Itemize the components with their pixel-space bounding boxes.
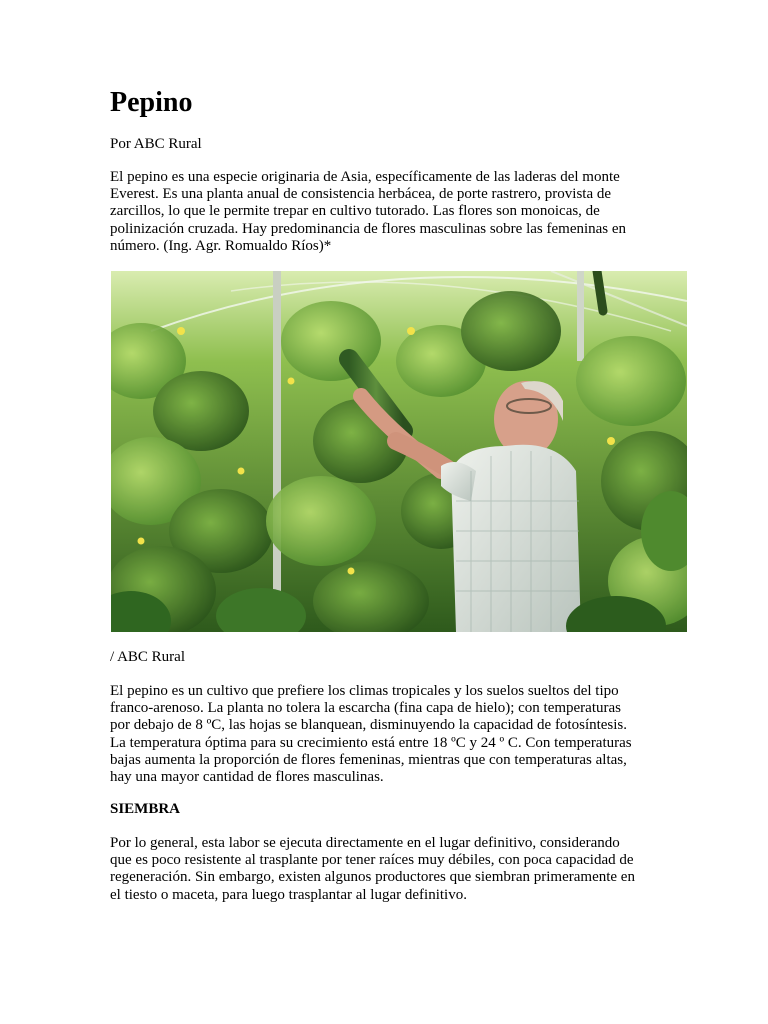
paragraph-line: que es poco resistente al trasplante por tener raíces muy débiles, con poca capacidad de (110, 852, 634, 869)
paragraph-line: número. (Ing. Agr. Romualdo Ríos)* (110, 237, 332, 254)
page-title: Pepino (110, 87, 193, 118)
sowing-paragraph (110, 835, 690, 904)
paragraph-line: por debajo de 8 ºC, las hojas se blanquean, disminuyendo la capacidad de fotosíntesis. (110, 717, 628, 734)
climate-paragraph (110, 683, 690, 786)
photo-caption: / ABC Rural (110, 649, 186, 665)
section-heading-siembra: SIEMBRA (110, 801, 181, 817)
paragraph-line: hay una mayor cantidad de flores masculinas. (110, 769, 384, 786)
paragraph-line: franco-arenoso. La planta no tolera la escarcha (fina capa de hielo); con temperaturas (110, 700, 621, 717)
paragraph-line: Por lo general, esta labor se ejecuta directamente en el lugar definitivo, considerando (110, 835, 620, 851)
intro-paragraph (110, 169, 690, 255)
paragraph-line: El pepino es una especie originaria de Asia, específicamente de las laderas del monte (110, 169, 620, 185)
paragraph-line: zarcillos, lo que le permite trepar en cultivo tutorado. Las flores son monoicas, de (110, 203, 600, 220)
paragraph-line: La temperatura óptima para su crecimiento está entre 18 ºC y 24 º C. Con temperaturas (110, 734, 632, 751)
greenhouse-cucumber-photo (111, 271, 687, 632)
paragraph-line: regeneración. Sin embargo, existen algunos productores que siembran primeramente en (110, 869, 635, 886)
paragraph-line: Everest. Es una planta anual de consistencia herbácea, de porte rastrero, provista de (110, 186, 612, 203)
byline: Por ABC Rural (110, 136, 202, 152)
paragraph-line: El pepino es un cultivo que prefiere los climas tropicales y los suelos sueltos del tipo (110, 683, 619, 699)
paragraph-line: polinización cruzada. Hay predominancia de flores masculinas sobre las femeninas en (110, 220, 627, 237)
paragraph-line: bajas aumenta la proporción de flores femeninas, mientras que con temperaturas altas, (110, 751, 627, 768)
paragraph-line: el tiesto o maceta, para luego trasplantar al lugar definitivo. (110, 886, 467, 903)
